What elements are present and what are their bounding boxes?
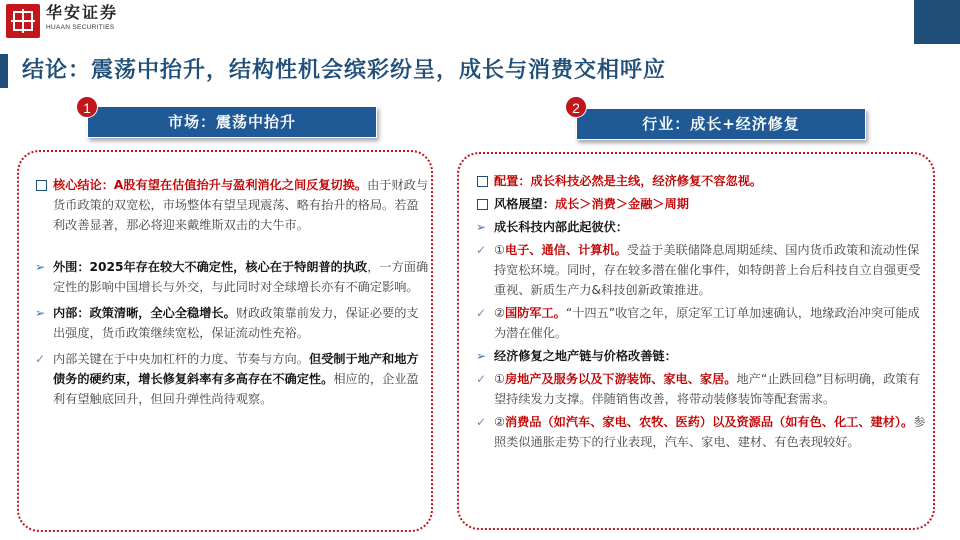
econ-1-text: 地产“止跌回稳”目标明确，政策有望持续发力支撑。伴随销售改善，将带动装修装饰等配套需求。: [494, 372, 920, 406]
key-label: 但受制于地产和地方债务的硬约束，增长修复斜率有多高存在不确定性。: [53, 352, 419, 386]
external-label: 外围：2025年存在较大不确定性，核心在于特朗普的执政: [53, 260, 368, 274]
key-text-2: 相应的，企业盈利有望触底回升，但回升弹性尚待观察。: [53, 372, 419, 406]
title-accent-bar: [0, 54, 8, 88]
core-conclusion-label: 核心结论：A股有望在估值抬升与盈利消化之间反复切换。: [53, 178, 368, 192]
growth-1-prefix: ①: [494, 243, 505, 257]
allocation-label: 配置：成长科技必然是主线，经济修复不容忽视。: [494, 174, 763, 188]
growth-1-label: 电子、通信、计算机。: [504, 243, 627, 257]
style-item: [476, 194, 928, 214]
internal-label: 内部：政策清晰，全心全稳增长。: [53, 306, 236, 320]
logo-english: HUAAN SECURITIES: [46, 24, 115, 31]
econ-item-2: [476, 412, 928, 452]
checkmark-icon: ✓: [476, 415, 487, 429]
section-number-2: 2: [565, 96, 587, 118]
growth-heading-item: [476, 217, 928, 237]
section-number-1: 1: [76, 96, 98, 118]
core-conclusion-text: 由于财政与货币政策的双宽松，市场整体有望呈现震荡、略有抬升的格局。若盈利改善显著，那必将迎来戴维斯双击的大牛市。: [53, 178, 429, 232]
key-text-1: 内部关键在于中央加杠杆的力度、节奏与方向。: [53, 352, 309, 366]
checkmark-icon: ✓: [476, 372, 487, 386]
style-label: 风格展望：: [494, 197, 555, 211]
growth-1-text: 受益于美联储降息周期延续、国内货币政策和流动性保持宽松环境。同时，存在较多潜在催化事件，如特朗普上台后科技自立自强更受重视、新质生产力&科技创新政策推进。: [494, 243, 921, 297]
econ-2-prefix: ②: [494, 415, 505, 429]
right-section-heading: 行业：成长+经济修复: [576, 108, 866, 140]
core-conclusion-item: [35, 175, 429, 235]
company-logo-icon: [6, 4, 40, 38]
econ-heading-item: [476, 346, 928, 366]
econ-heading: 经济修复之地产链与价格改善链：: [494, 349, 677, 363]
key-item: [35, 349, 429, 409]
econ-2-text: 参照类似通胀走势下的行业表现，汽车、家电、建材、有色表现较好。: [494, 415, 926, 449]
growth-2-label: 国防军工。: [504, 306, 566, 320]
internal-item: [35, 303, 429, 343]
external-text: ，一方面确定性的影响中国增长与外交，与此同时对全球增长亦有不确定影响。: [53, 260, 429, 294]
right-panel-content: [476, 171, 928, 452]
checkmark-icon: ✓: [476, 243, 487, 257]
econ-item-1: [476, 369, 928, 409]
checkmark-icon: ✓: [35, 352, 46, 366]
growth-item-1: [476, 240, 928, 300]
growth-heading: 成长科技内部此起彼伏：: [494, 220, 629, 234]
company-logo-text: [46, 4, 118, 31]
style-value: 成长＞消费＞金融＞周期: [554, 197, 689, 211]
checkmark-icon: ✓: [476, 306, 487, 320]
allocation-item: [476, 171, 928, 191]
arrow-right-icon: ➢: [476, 220, 487, 234]
logo-chinese: 华安证券: [46, 3, 119, 22]
internal-text: 财政政策靠前发力，保证必要的支出强度，货币政策继续宽松，保证流动性充裕。: [53, 306, 419, 340]
growth-item-2: [476, 303, 928, 343]
arrow-right-icon: ➢: [35, 306, 46, 320]
left-section-heading: 市场：震荡中抬升: [87, 106, 377, 138]
econ-2-label: 消费品（如汽车、家电、农牧、医药）以及资源品（如有色、化工、建材）。: [504, 415, 914, 429]
external-item: [35, 257, 429, 297]
left-panel-content: [35, 175, 429, 409]
arrow-right-icon: ➢: [476, 349, 487, 363]
growth-2-prefix: ②: [494, 306, 505, 320]
growth-2-text: “十四五”收官之年，原定军工订单加速确认，地缘政治冲突可能成为潜在催化。: [494, 306, 920, 340]
page-title: 结论：震荡中抬升，结构性机会缤彩纷呈，成长与消费交相呼应: [22, 58, 667, 83]
econ-1-prefix: ①: [494, 372, 505, 386]
corner-decoration: [914, 0, 960, 44]
arrow-right-icon: ➢: [35, 260, 46, 274]
econ-1-label: 房地产及服务以及下游装饰、家电、家居。: [504, 372, 737, 386]
